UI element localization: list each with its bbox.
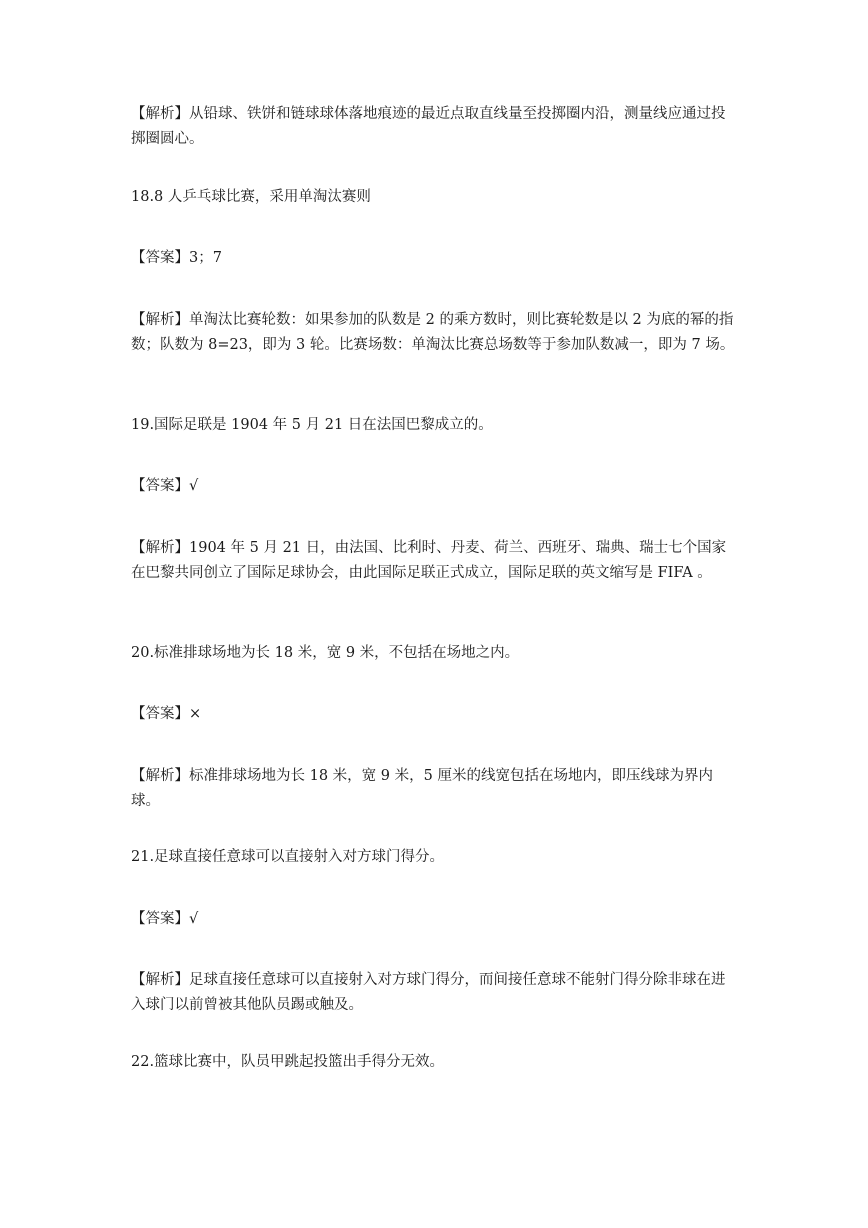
answer-18: 【答案】3；7	[131, 250, 222, 266]
analysis-19: 【解析】1904 年 5 月 21 日，由法国、比利时、丹麦、荷兰、西班牙、瑞典、瑞士七个国家在巴黎共同创立了国际足球协会，由此国际足联正式成立，国际足联的英文缩写是 FIFA 。	[131, 540, 727, 581]
answer-20: 【答案】×	[131, 706, 202, 722]
question-18: 18.8 人乒乓球比赛，采用单淘汰赛则	[131, 189, 371, 205]
analysis-paragraph: 【解析】从铅球、铁饼和链球球体落地痕迹的最近点取直线量至投掷圈内沿，测量线应通过投掷圈圆心。	[131, 106, 726, 147]
question-19: 19.国际足联是 1904 年 5 月 21 日在法国巴黎成立的。	[131, 417, 493, 433]
answer-21: 【答案】√	[131, 911, 199, 927]
question-22: 22.篮球比赛中，队员甲跳起投篮出手得分无效。	[131, 1054, 445, 1070]
analysis-20: 【解析】标准排球场地为长 18 米，宽 9 米，5 厘米的线宽包括在场地内，即压线球为界内球。	[131, 768, 713, 809]
question-20: 20.标准排球场地为长 18 米，宽 9 米，不包括在场地之内。	[131, 645, 520, 661]
analysis-18: 【解析】单淘汰比赛轮数：如果参加的队数是 2 的乘方数时，则比赛轮数是以 2 为底的幂的指数；队数为 8=23，即为 3 轮。比赛场数：单淘汰比赛总场数等于参加队数减一，即为 7 场。	[131, 312, 735, 353]
question-21: 21.足球直接任意球可以直接射入对方球门得分。	[131, 849, 445, 865]
answer-19: 【答案】√	[131, 478, 199, 494]
analysis-21: 【解析】足球直接任意球可以直接射入对方球门得分，而间接任意球不能射门得分除非球在进入球门以前曾被其他队员踢或触及。	[131, 972, 726, 1013]
